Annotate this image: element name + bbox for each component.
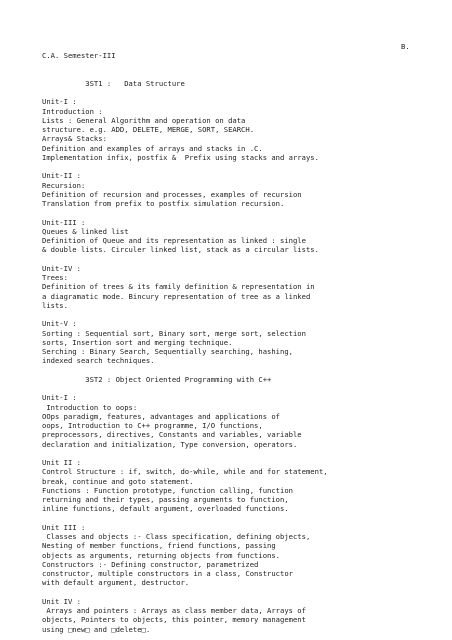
text-line [42, 449, 442, 458]
text-line: Translation from prefix to postfix simulation recursion. [42, 199, 285, 208]
text-line: sorts, Insertion sort and merging technique. [42, 337, 233, 347]
text-line: using □new□ and □delete□. [42, 624, 151, 634]
text-line: returning and their types, passing arguments to function, [42, 495, 289, 504]
text-line: structure. e.g. ADD, DELETE, MERGE, SORT, SEARCH. [42, 125, 255, 134]
text-line: Unit-I : [42, 97, 77, 107]
text-line: Unit-IV : [42, 263, 81, 273]
text-line: Classes and objects :- Class specification, defining objects, [42, 532, 311, 541]
text-line: Definition and examples of arrays and stacks in .C. [42, 143, 263, 153]
page-corner-text: B. [401, 42, 410, 51]
text-line: with default argument, destructor. [42, 578, 190, 588]
text-line: declaration and initialization, Type conversion, operators. [42, 439, 298, 449]
text-line [42, 70, 442, 79]
text-line: Unit-V : [42, 319, 77, 329]
text-line: 3ST1 : Data Structure [42, 78, 185, 88]
text-line [42, 588, 442, 597]
text-line: Control Structure : if, switch, do-while, while and for statement, [42, 467, 328, 477]
text-line: Definition of recursion and processes, examples of recursion [42, 189, 302, 199]
text-line: objects, Pointers to objects, this pointer, memory management [42, 615, 306, 625]
text-line [42, 384, 442, 393]
text-line [42, 162, 442, 171]
text-line: break, continue and goto statement. [42, 476, 194, 486]
text-line: Introduction to oops: [42, 402, 138, 412]
text-line [42, 514, 442, 523]
text-line [42, 60, 442, 69]
text-line: Nesting of member functions, friend functions, passing [42, 541, 276, 551]
text-line: Definition of trees & its family definition & representation in [42, 282, 315, 292]
text-line: oops, Introduction to C++ programme, I/O functions, [42, 421, 263, 430]
text-line: objects as arguments, returning objects from functions. [42, 550, 280, 560]
text-line: C.A. Semester-III [42, 51, 116, 60]
text-line [42, 208, 442, 217]
syllabus-text [42, 51, 442, 634]
text-line: Serching : Binary Search, Sequentially searching, hashing, [42, 347, 293, 356]
text-line [42, 88, 442, 97]
text-line: Unit-III : [42, 217, 86, 227]
text-line: Unit IV : [42, 596, 81, 606]
text-line: OOps paradigm, features, advantages and applications of [42, 411, 280, 421]
text-line: Recursion: [42, 180, 86, 190]
text-line: Introduction : [42, 106, 103, 116]
text-line: a diagramatic mode. Bincury representation of tree as a linked [42, 291, 311, 301]
text-line: Constructors :- Defining constructor, parametrized [42, 559, 259, 569]
text-line: Unit II : [42, 458, 81, 467]
text-line: indexed search techniques. [42, 356, 155, 366]
text-line: preprocessors, directives, Constants and variables, variable [42, 430, 302, 440]
text-line: Unit III : [42, 522, 86, 532]
text-line: Unit-I : [42, 393, 77, 403]
text-line: lists. [42, 300, 68, 310]
text-line [42, 366, 442, 375]
text-line: inline functions, default argument, overloaded functions. [42, 504, 289, 514]
text-line: Lists : General Algorithm and operation on data [42, 115, 246, 125]
text-line [42, 310, 442, 319]
text-line: Definition of Queue and its representation as linked : single [42, 236, 306, 245]
text-line [42, 255, 442, 264]
text-line: 3ST2 : Object Oriented Programming with C++ [42, 374, 272, 384]
text-line: constructor, multiple constructors in a class, Constructor [42, 569, 293, 578]
text-line: Queues & linked list [42, 226, 129, 236]
text-line: Arrays and pointers : Arrays as class member data, Arrays of [42, 606, 306, 615]
text-line: Unit-II : [42, 171, 81, 181]
text-line: Arrays& Stacks: [42, 134, 107, 144]
text-line: & double lists. Circuler linked list, stack as a circular lists. [42, 245, 319, 255]
text-line: Sorting : Sequential sort, Binary sort, merge sort, selection [42, 328, 306, 338]
text-line: Trees: [42, 273, 68, 282]
text-line: Functions : Function prototype, function calling, function [42, 485, 293, 495]
text-line: Implementation infix, postfix & Prefix using stacks and arrays. [42, 152, 319, 162]
